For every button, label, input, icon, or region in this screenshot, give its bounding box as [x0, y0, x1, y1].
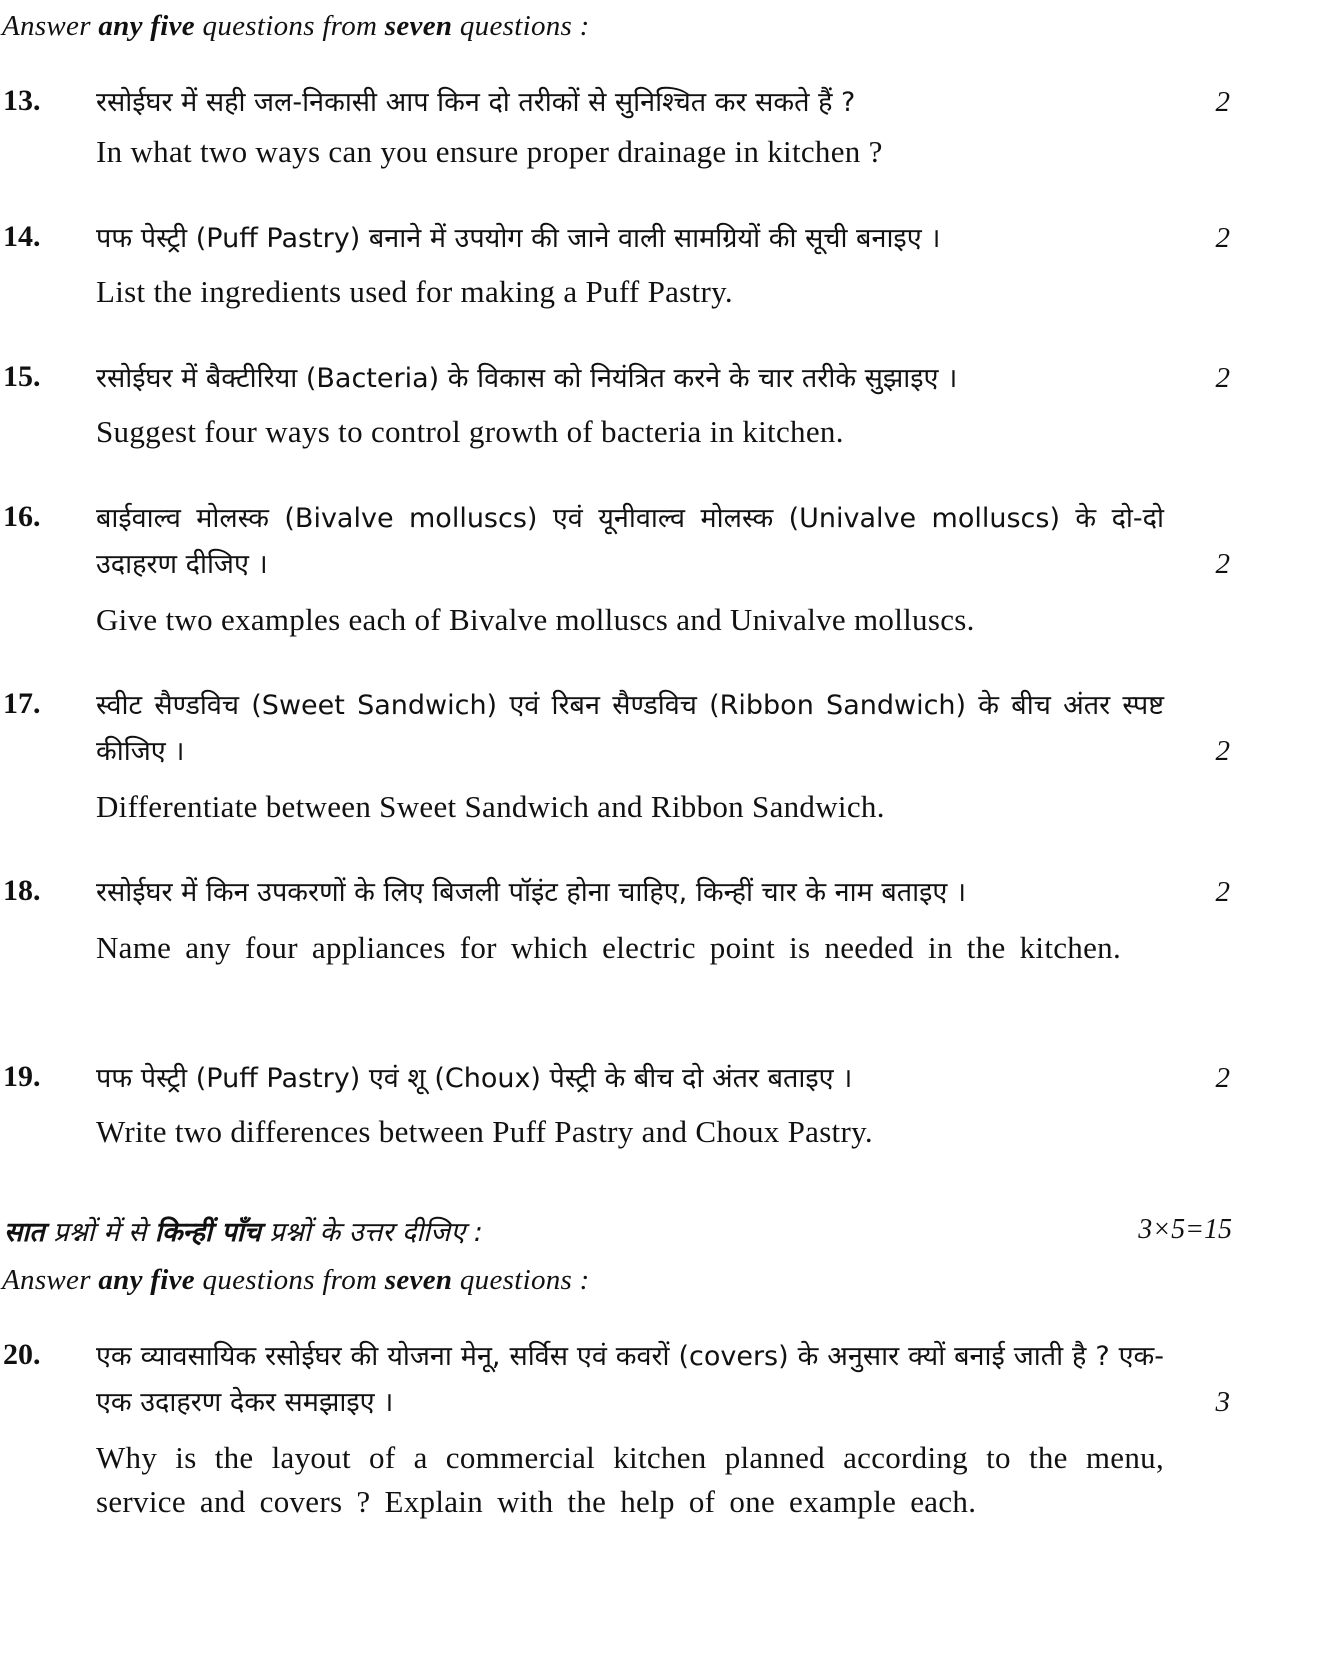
instruction-text: questions from — [194, 10, 385, 42]
section-instruction-english — [2, 10, 590, 43]
question-text-english: Suggest four ways to control growth of bacteria in kitchen. — [96, 414, 844, 449]
question-marks: 2 — [1215, 1062, 1230, 1094]
question-text-english: Why is the layout of a commercial kitchen planned according to the menu, service and covers ? Explain with the help of one example each. — [96, 1440, 1164, 1519]
section-total-marks: 3×5=15 — [1138, 1214, 1232, 1245]
question-text-english: Give two examples each of Bivalve molluscs and Univalve molluscs. — [96, 602, 975, 637]
question-number: 19. — [3, 1060, 41, 1093]
instruction-text: questions : — [452, 1264, 590, 1296]
question-marks: 2 — [1215, 222, 1230, 254]
instruction-emphasis: सात — [4, 1217, 45, 1248]
question-marks: 2 — [1215, 362, 1230, 394]
instruction-emphasis: किन्हीं पाँच — [154, 1217, 261, 1248]
instruction-emphasis: any five — [98, 10, 195, 42]
question-text-english: List the ingredients used for making a Puff Pastry. — [96, 274, 733, 309]
question-number: 15. — [3, 360, 41, 393]
instruction-text: प्रश्नों में से — [44, 1217, 155, 1248]
question-text-hindi: एक व्यावसायिक रसोईघर की योजना मेनू, सर्विस एवं कवरों (covers) के अनुसार क्यों बनाई जाती है ? एक-एक उदाहरण देकर समझाइए । — [96, 1341, 1164, 1418]
question-marks: 2 — [1215, 735, 1230, 767]
question-marks: 3 — [1215, 1386, 1230, 1418]
question-text-english: In what two ways can you ensure proper drainage in kitchen ? — [96, 134, 883, 169]
question-text-hindi: रसोईघर में बैक्टीरिया (Bacteria) के विकास को नियंत्रित करने के चार तरीके सुझाइए । — [96, 363, 958, 394]
instruction-text: प्रश्नों के उत्तर दीजिए : — [260, 1217, 483, 1248]
question-marks: 2 — [1215, 876, 1230, 908]
instruction-emphasis: any five — [98, 1264, 195, 1296]
question-text-english: Differentiate between Sweet Sandwich and Ribbon Sandwich. — [96, 789, 885, 824]
question-text-hindi: पफ पेस्ट्री (Puff Pastry) बनाने में उपयोग की जाने वाली सामग्रियों की सूची बनाइए । — [96, 223, 941, 254]
instruction-text: questions : — [452, 10, 590, 42]
section-instruction-english — [2, 1264, 590, 1297]
instruction-text: questions from — [194, 1264, 385, 1296]
instruction-text: Answer — [2, 10, 99, 42]
question-text-hindi: रसोईघर में किन उपकरणों के लिए बिजली पॉइंट होना चाहिए, किन्हीं चार के नाम बताइए । — [96, 877, 967, 908]
question-text-english: Name any four appliances for which electric point is needed in the kitchen. — [96, 930, 1122, 965]
question-text-hindi: बाईवाल्व मोलस्क (Bivalve molluscs) एवं यूनीवाल्व मोलस्क (Univalve molluscs) के दो-दो उदाहरण दीजिए । — [96, 503, 1164, 580]
question-number: 18. — [3, 874, 41, 907]
question-text-english: Write two differences between Puff Pastry and Choux Pastry. — [96, 1114, 873, 1149]
question-number: 20. — [3, 1338, 41, 1371]
instruction-emphasis: seven — [384, 1264, 453, 1296]
section-instruction-hindi — [4, 1212, 483, 1249]
question-number: 17. — [3, 687, 41, 720]
question-number: 13. — [3, 84, 41, 117]
question-marks: 2 — [1215, 548, 1230, 580]
question-number: 14. — [3, 220, 41, 253]
question-text-hindi: पफ पेस्ट्री (Puff Pastry) एवं शू (Choux) पेस्ट्री के बीच दो अंतर बताइए । — [96, 1063, 853, 1094]
question-text-hindi: रसोईघर में सही जल-निकासी आप किन दो तरीकों से सुनिश्चित कर सकते हैं ? — [96, 87, 856, 118]
question-number: 16. — [3, 500, 41, 533]
question-marks: 2 — [1215, 86, 1230, 118]
instruction-text: Answer — [2, 1264, 99, 1296]
question-text-hindi: स्वीट सैण्डविच (Sweet Sandwich) एवं रिबन सैण्डविच (Ribbon Sandwich) के बीच अंतर स्पष्ट कीजिए । — [96, 690, 1164, 767]
instruction-emphasis: seven — [384, 10, 453, 42]
